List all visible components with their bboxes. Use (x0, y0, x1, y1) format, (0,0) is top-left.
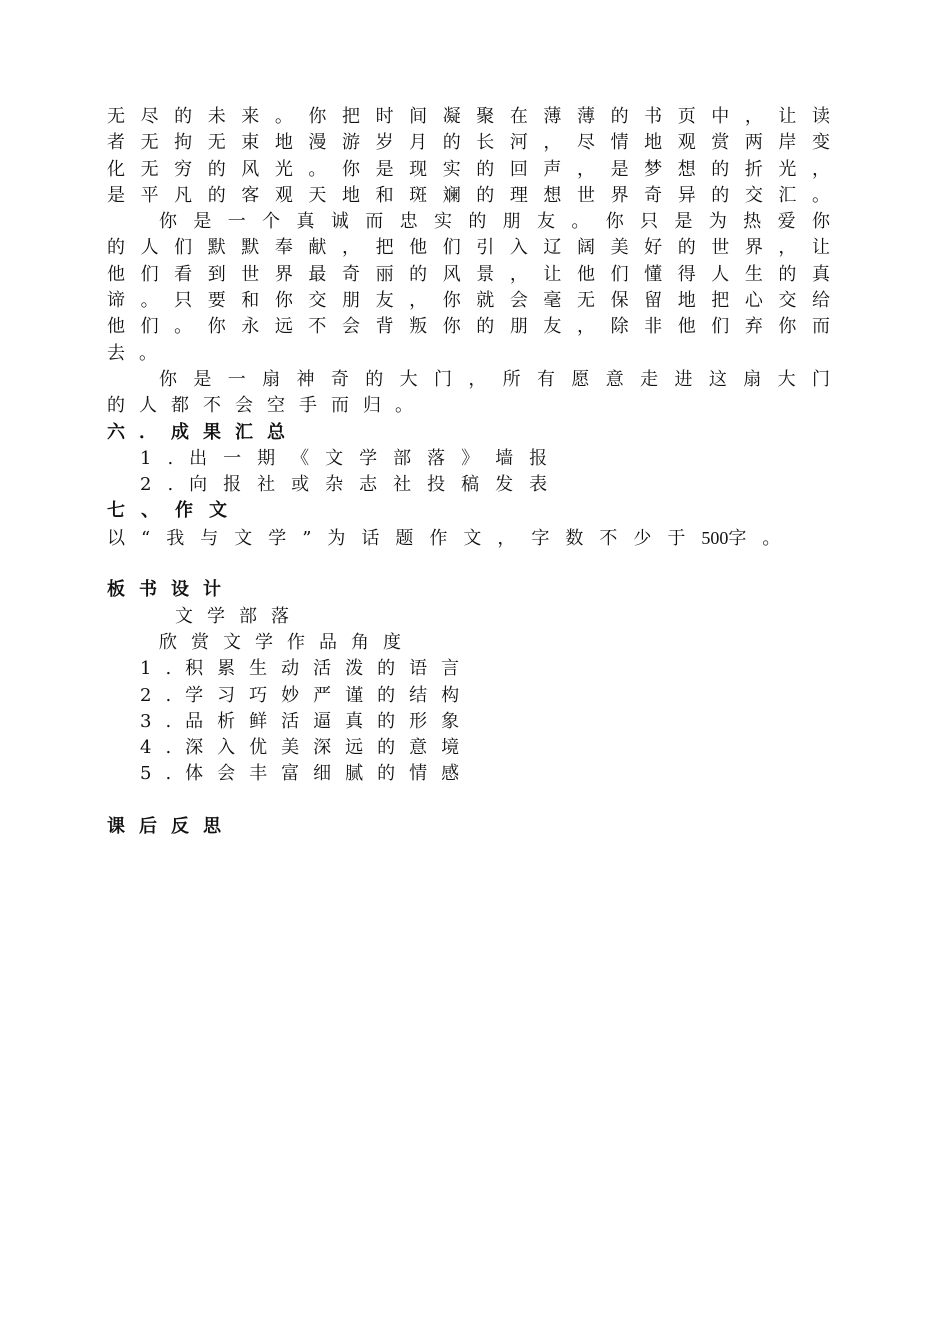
spacer (107, 788, 832, 814)
paragraph-line: 你是一个真诚而忠实的朋友。你只是为热爱你 (159, 211, 832, 233)
paragraph-line: 去。 (107, 342, 171, 364)
section-6 (107, 420, 832, 499)
paragraph-line: 你是一扇神奇的大门，所有愿意走进这扇大门 (159, 368, 832, 390)
document-page (107, 104, 832, 840)
paragraph-line: 谛。只要和你交朋友，你就会毫无保留地把心交给 (107, 290, 832, 312)
paragraph-line: 是平凡的客观天地和斑斓的理想世界奇异的交汇。 (107, 184, 832, 206)
paragraph-line: 的人都不会空手而归。 (107, 395, 427, 417)
board-design (107, 577, 832, 787)
section-7-heading: 七、作文 (107, 500, 243, 522)
paragraph-line: 者无拘无束地漫游岁月的长河，尽情地观赏两岸变 (107, 132, 832, 154)
reflection-heading: 课后反思 (107, 816, 235, 838)
board-item: 1.积累生动活泼的语言 (140, 658, 474, 680)
spacer (107, 551, 832, 577)
paragraph-line: 无尽的未来。你把时间凝聚在薄薄的书页中，让读 (107, 106, 832, 127)
board-item: 3.品析鲜活逼真的形象 (140, 710, 474, 732)
board-heading: 板书设计 (107, 579, 235, 601)
paragraph-3 (107, 367, 832, 420)
board-item: 2.学习巧妙严谨的结构 (140, 684, 474, 706)
section-6-item: 1.出一期《文学部落》墙报 (140, 447, 564, 469)
section-6-heading: 六．成果汇总 (107, 421, 299, 443)
paragraph-line: 的人们默默奉献，把他们引入辽阔美好的世界，让 (107, 237, 832, 259)
paragraph-1 (107, 104, 832, 209)
section-7-word-count: 500 (701, 527, 729, 548)
board-item: 4.深入优美深远的意境 (140, 737, 474, 759)
board-title: 文学部落 (175, 605, 303, 627)
paragraph-line: 他们看到世界最奇丽的风景，让他们懂得人生的真 (107, 263, 832, 285)
paragraph-line: 他们。你永远不会背叛你的朋友，除非他们弃你而 (107, 316, 832, 338)
reflection (107, 814, 832, 840)
section-6-item: 2.向报社或杂志社投稿发表 (140, 474, 564, 496)
section-7-text-b: 字。 (728, 527, 797, 549)
section-7-text (107, 525, 832, 551)
board-item: 5.体会丰富细腻的情感 (140, 763, 474, 785)
paragraph-2 (107, 209, 832, 367)
board-subtitle: 欣赏文学作品角度 (159, 631, 415, 653)
paragraph-line: 化无穷的风光。你是现实的回声，是梦想的折光， (107, 158, 832, 180)
section-7 (107, 498, 832, 551)
section-7-text-a: 以“我与文学”为话题作文，字数不少于 (107, 527, 702, 549)
